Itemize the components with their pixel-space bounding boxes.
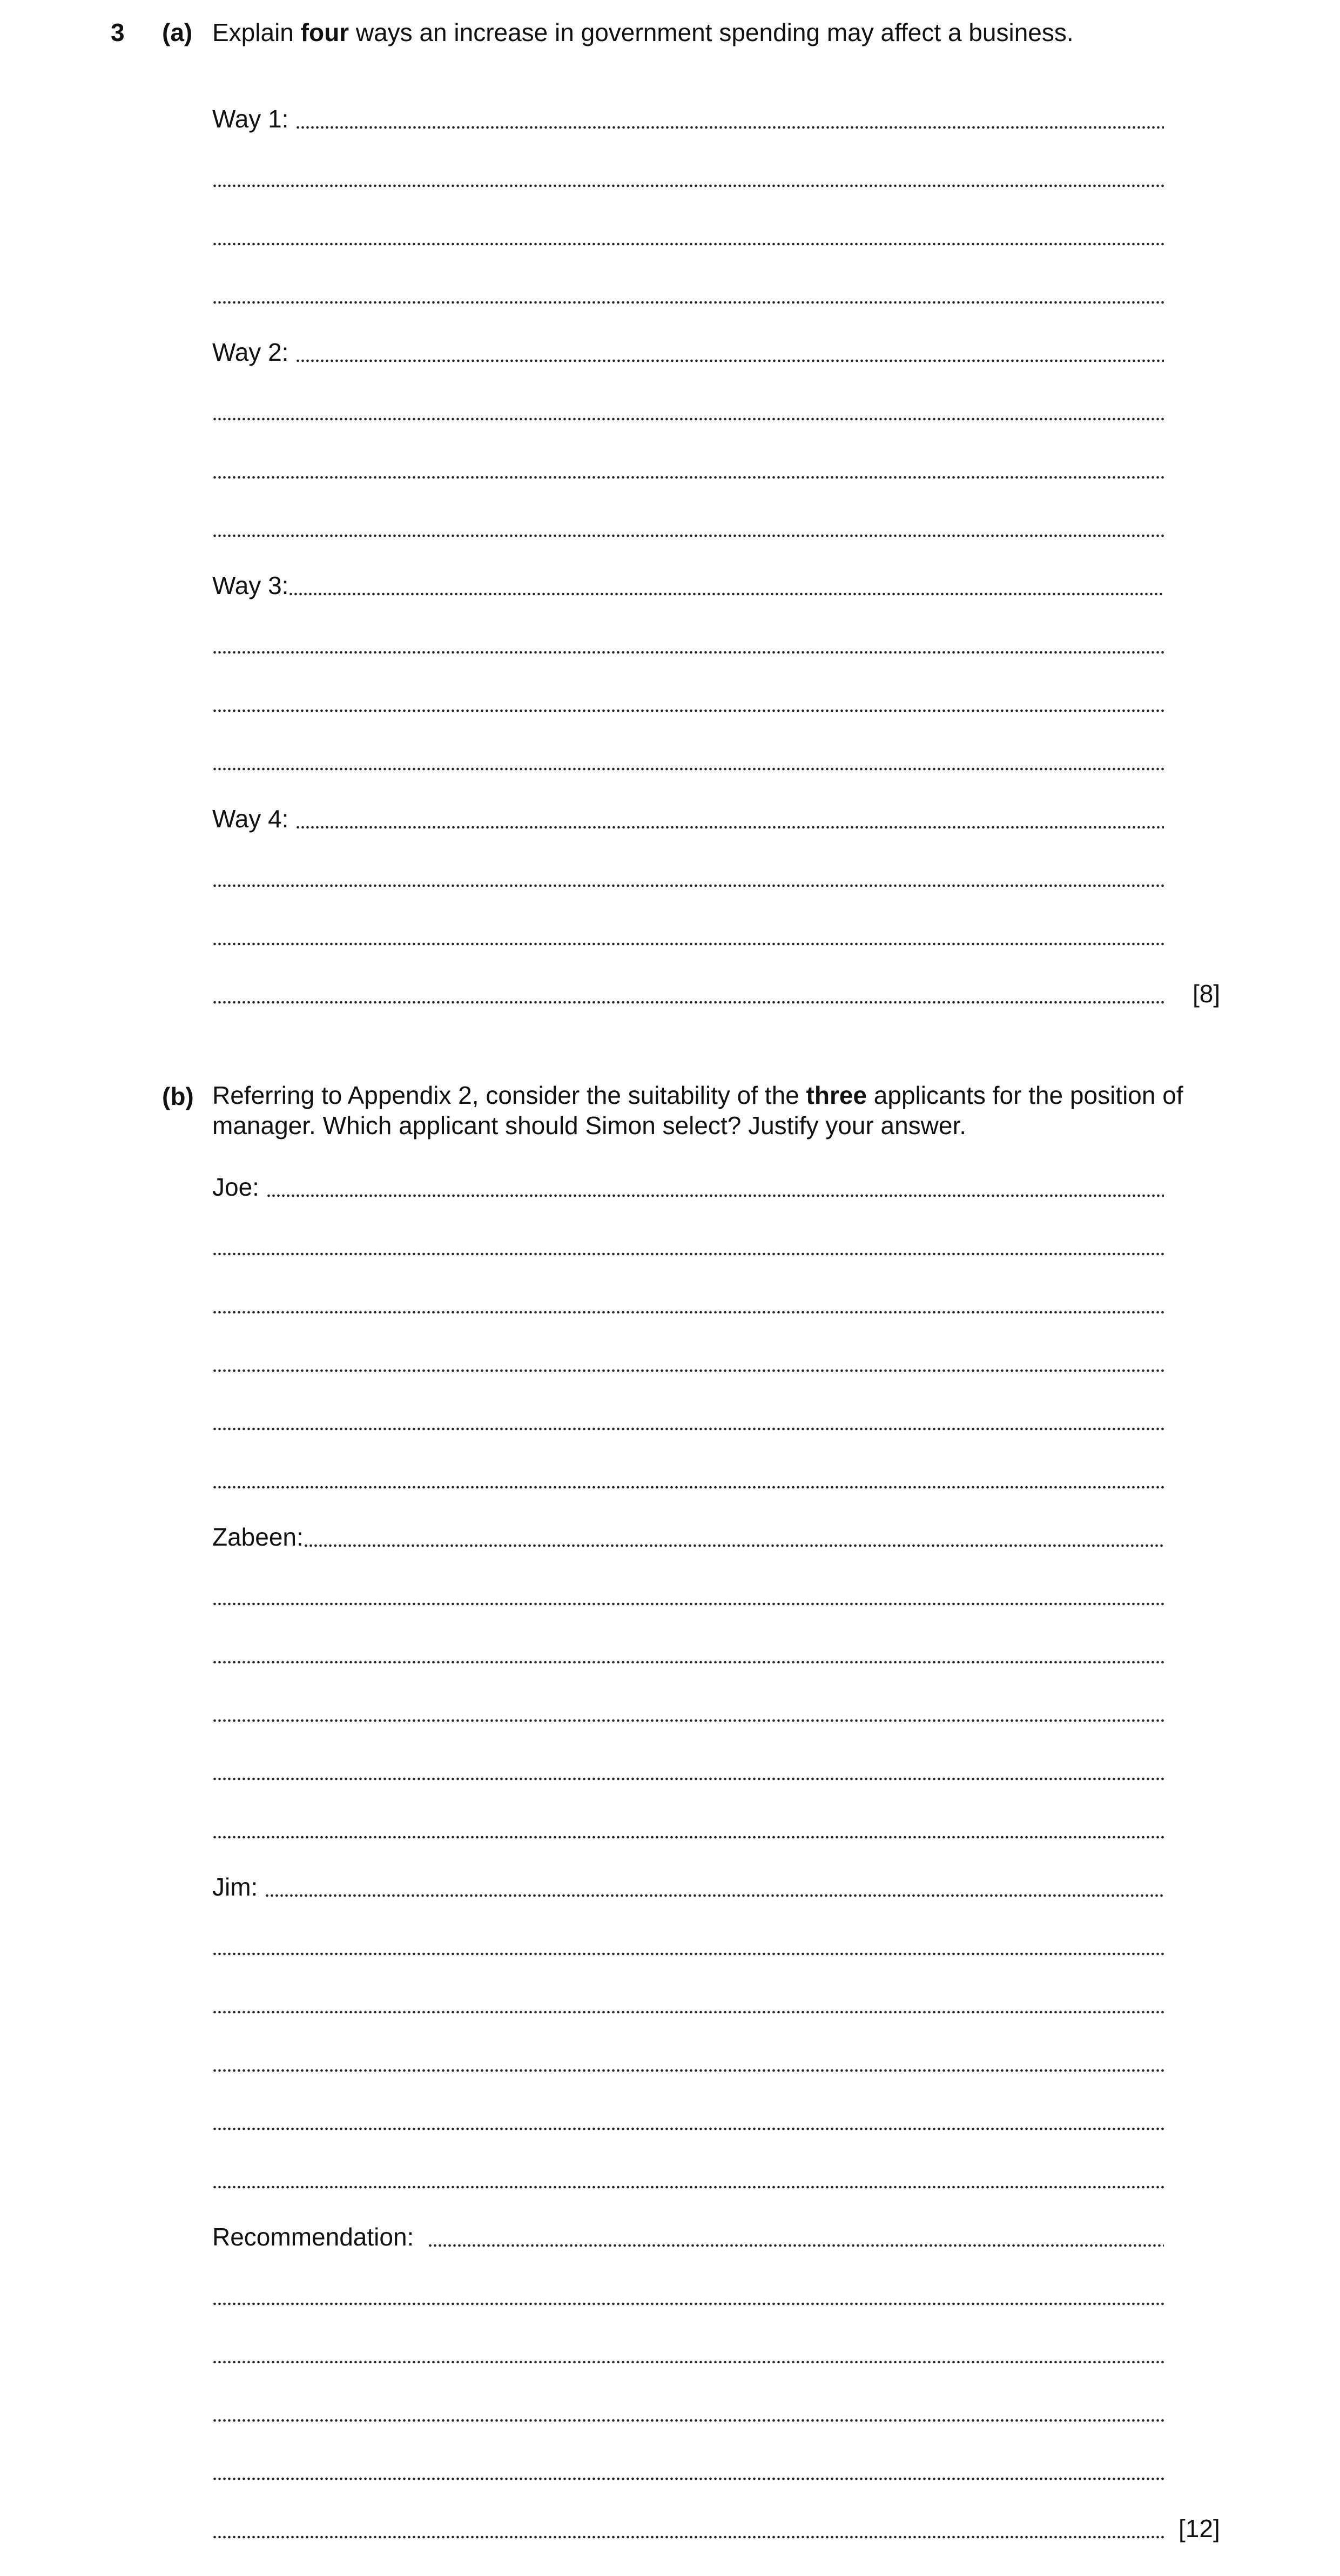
answer-line-way-2-label[interactable] [212,336,1164,368]
answer-line[interactable] [212,2512,1164,2545]
dotted-line [212,942,1164,946]
answer-line-jim-label[interactable] [212,1871,1164,1903]
marks-part-b: [12] [1179,2514,1220,2543]
dotted-line [212,2418,1164,2423]
answer-line[interactable] [212,919,1164,952]
way-4-label: Way 4: [212,805,296,833]
dotted-line [212,475,1164,480]
part-b-label: (b) [162,1082,194,1110]
dotted-line [212,2010,1164,2014]
jim-label: Jim: [212,1873,265,1901]
marks-part-a: [8] [1193,980,1221,1008]
dotted-line [428,2243,1164,2248]
answer-line[interactable] [212,2337,1164,2370]
answer-line[interactable] [212,861,1164,893]
answer-line-zabeen-label[interactable] [212,1521,1164,1553]
answer-line[interactable] [212,453,1164,485]
answer-line-joe-label[interactable] [212,1171,1164,1203]
dotted-line [212,2068,1164,2073]
dotted-line [212,1835,1164,1839]
answer-line[interactable] [212,1229,1164,1262]
dotted-line [212,1310,1164,1314]
part-b-question [212,1080,1238,1141]
answer-line[interactable] [212,161,1164,193]
answer-line[interactable] [212,686,1164,718]
dotted-line [265,1893,1164,1898]
answer-line[interactable] [212,2396,1164,2428]
answer-line-way-4-label[interactable] [212,803,1164,835]
dotted-line [212,1660,1164,1664]
joe-label: Joe: [212,1173,266,1201]
answer-line[interactable] [212,1987,1164,2020]
dotted-line [212,300,1164,305]
answer-line[interactable] [212,744,1164,777]
answer-line[interactable] [212,278,1164,310]
part-a-text-after: ways an increase in government spending may affect a business. [349,18,1074,46]
answer-line-way-3-label[interactable] [212,569,1164,602]
part-b-text-line2: manager. Which applicant should Simon select? Justify your answer. [212,1111,967,1139]
dotted-line [295,825,1164,830]
answer-line[interactable] [212,2046,1164,2078]
dotted-line [212,1952,1164,1956]
answer-line[interactable] [212,628,1164,660]
answer-line[interactable] [212,1812,1164,1845]
answer-line[interactable] [212,1754,1164,1786]
answer-line[interactable] [212,394,1164,427]
way-1-label: Way 1: [212,105,296,133]
dotted-line [304,1543,1164,1548]
part-a-question [212,17,1238,48]
dotted-line [212,534,1164,538]
answer-line[interactable] [212,2104,1164,2136]
answer-line[interactable] [212,1462,1164,1495]
dotted-line [212,2360,1164,2364]
dotted-line [212,2302,1164,2306]
answer-line[interactable] [212,977,1164,1010]
dotted-line [288,592,1164,596]
way-2-label: Way 2: [212,338,296,366]
dotted-line [212,1000,1164,1004]
answer-line[interactable] [212,1346,1164,1378]
dotted-line [212,2477,1164,2481]
dotted-line [212,884,1164,888]
dotted-line [212,1777,1164,1781]
dotted-line [212,709,1164,713]
zabeen-label: Zabeen: [212,1523,304,1551]
dotted-line [212,2535,1164,2539]
dotted-line [212,767,1164,771]
dotted-line [212,650,1164,655]
question-number: 3 [111,18,125,46]
dotted-line [212,184,1164,188]
part-b-text-bold: three [806,1081,867,1109]
answer-line[interactable] [212,1287,1164,1320]
dotted-line [212,417,1164,421]
answer-line[interactable] [212,511,1164,543]
recommendation-label: Recommendation: [212,2223,428,2251]
dotted-line [295,359,1164,363]
dotted-line [212,1252,1164,1256]
dotted-line [266,1193,1164,1198]
part-a-label: (a) [162,18,193,46]
dotted-line [212,1718,1164,1723]
dotted-line [295,125,1164,130]
dotted-line [212,2127,1164,2131]
part-a-text-bold: four [300,18,349,46]
answer-line[interactable] [212,1696,1164,1728]
way-3-label: Way 3: [212,571,289,599]
answer-line[interactable] [212,1579,1164,1611]
dotted-line [212,2185,1164,2189]
answer-line[interactable] [212,1637,1164,1670]
answer-line[interactable] [212,219,1164,252]
answer-line-way-1-label[interactable] [212,103,1164,135]
answer-line[interactable] [212,1404,1164,1437]
dotted-line [212,1485,1164,1489]
answer-line[interactable] [212,2162,1164,2195]
answer-line[interactable] [212,1929,1164,1961]
answer-line[interactable] [212,2279,1164,2311]
answer-line-recommendation-label[interactable] [212,2221,1164,2253]
part-a-text-before: Explain [212,18,301,46]
part-b-text-before: Referring to Appendix 2, consider the suitability of the [212,1081,806,1109]
dotted-line [212,1427,1164,1431]
dotted-line [212,1368,1164,1373]
dotted-line [212,242,1164,246]
dotted-line [212,1602,1164,1606]
part-b-text-after-line1: applicants for the position of [867,1081,1183,1109]
answer-line[interactable] [212,2454,1164,2486]
